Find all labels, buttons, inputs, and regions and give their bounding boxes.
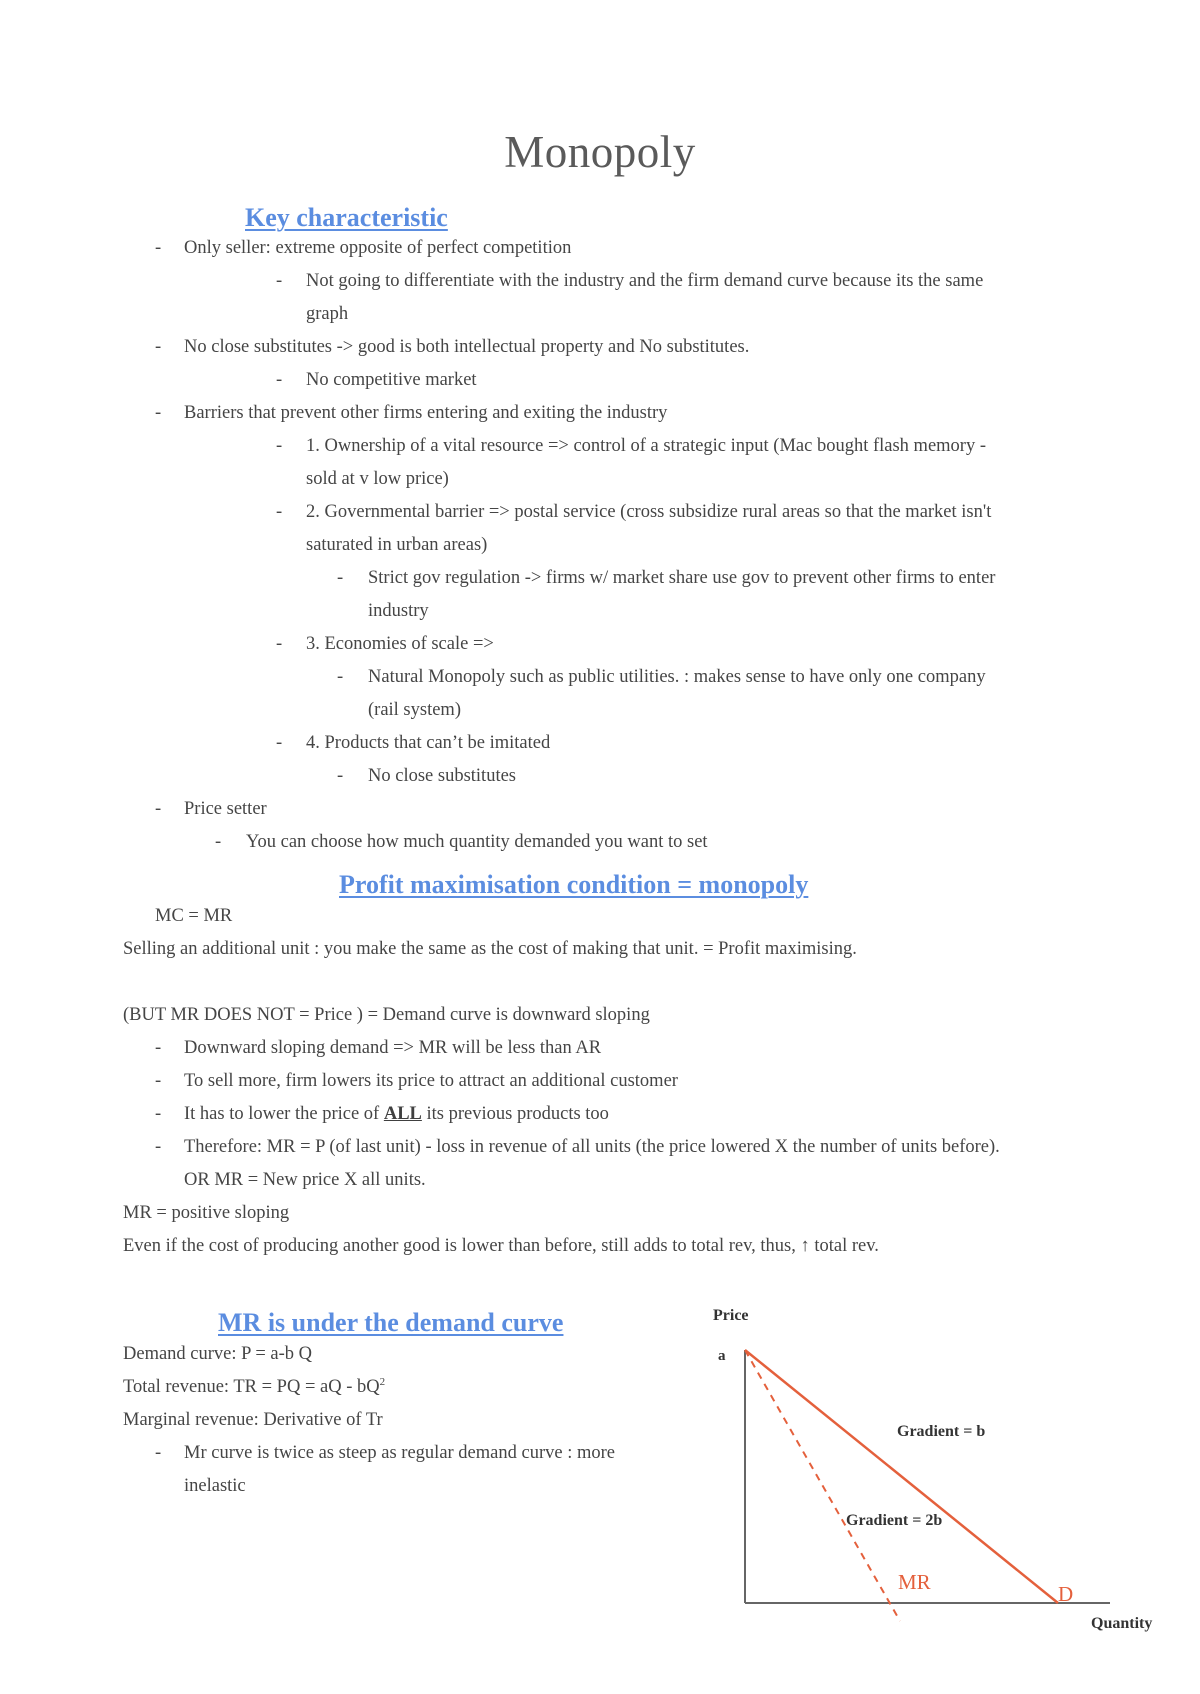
mr-curve [745, 1350, 900, 1621]
list-item: industry [368, 601, 429, 621]
bullet-dash: - [155, 1137, 162, 1157]
mr-label: MR [898, 1570, 931, 1594]
bullet-dash: - [155, 1038, 162, 1058]
list-item: Not going to differentiate with the industry and the firm demand curve because its the same [306, 271, 984, 291]
demand-label: D [1058, 1582, 1074, 1606]
text-segment: It has to lower the price of [184, 1104, 384, 1124]
list-item: 4. Products that can’t be imitated [306, 733, 551, 753]
bullet-dash: - [337, 667, 344, 687]
bullet-dash: - [155, 1104, 162, 1124]
list-item: 3. Economies of scale => [306, 634, 494, 654]
mr-gradient-label: Gradient = 2b [846, 1512, 943, 1529]
list-item: No close substitutes -> good is both intellectual property and No substitutes. [184, 337, 750, 357]
x-axis-label: Quantity [1091, 1615, 1153, 1632]
intercept-label: a [718, 1348, 726, 1364]
list-item: Downward sloping demand => MR will be less than AR [184, 1038, 602, 1058]
text-line: (BUT MR DOES NOT = Price ) = Demand curve is downward sloping [123, 1005, 650, 1025]
bullet-dash: - [337, 766, 344, 786]
list-item: To sell more, firm lowers its price to attract an additional customer [184, 1071, 678, 1091]
demand-curve [745, 1350, 1058, 1603]
list-item: No competitive market [306, 370, 477, 390]
text-line: Marginal revenue: Derivative of Tr [123, 1410, 383, 1430]
mr-under-demand-heading: MR is under the demand curve [218, 1308, 564, 1337]
list-item: Only seller: extreme opposite of perfect competition [184, 238, 572, 258]
key-characteristic-heading: Key characteristic [245, 203, 448, 232]
bullet-dash: - [276, 634, 283, 654]
list-item: Therefore: MR = P (of last unit) - loss in revenue of all units (the price lowered X the number of units before). [184, 1137, 1000, 1157]
demand-gradient-label: Gradient = b [897, 1423, 986, 1440]
list-item: graph [306, 304, 349, 324]
bullet-dash: - [155, 1071, 162, 1091]
text-segment: Total revenue: TR = PQ = aQ - bQ [123, 1377, 380, 1397]
list-item: You can choose how much quantity demanded you want to set [246, 832, 708, 852]
text-line: MC = MR [155, 906, 233, 926]
bullet-dash: - [276, 271, 283, 291]
list-item [184, 1098, 609, 1131]
list-item: sold at v low price) [306, 469, 449, 489]
bullet-dash: - [276, 733, 283, 753]
bullet-dash: - [155, 337, 162, 357]
emphasis-all: ALL [383, 1104, 422, 1124]
bullet-dash: - [155, 403, 162, 423]
bullet-dash: - [276, 436, 283, 456]
list-item: 2. Governmental barrier => postal service (cross subsidize rural areas so that the market isn't [306, 502, 992, 522]
list-item: 1. Ownership of a vital resource => control of a strategic input (Mac bought flash memory - [306, 436, 986, 456]
bullet-dash: - [215, 832, 222, 852]
text-line [123, 1371, 385, 1404]
monopoly-demand-mr-graph [700, 1298, 1180, 1638]
text-line: Selling an additional unit : you make the same as the cost of making that unit. = Profit maximising. [123, 939, 857, 959]
text-line: Demand curve: P = a-b Q [123, 1344, 313, 1364]
profit-maximisation-heading: Profit maximisation condition = monopoly [339, 870, 809, 899]
bullet-dash: - [276, 370, 283, 390]
list-item: No close substitutes [368, 766, 516, 786]
list-item: OR MR = New price X all units. [184, 1170, 426, 1190]
bullet-dash: - [276, 502, 283, 522]
list-item: saturated in urban areas) [306, 535, 488, 555]
list-item: Strict gov regulation -> firms w/ market share use gov to prevent other firms to enter [368, 568, 996, 588]
list-item: Barriers that prevent other firms entering and exiting the industry [184, 403, 668, 423]
text-line: MR = positive sloping [123, 1203, 290, 1223]
bullet-dash: - [337, 568, 344, 588]
list-item: Mr curve is twice as steep as regular demand curve : more [184, 1443, 615, 1463]
y-axis-label: Price [713, 1307, 749, 1324]
page-title: Monopoly [504, 127, 696, 177]
bullet-dash: - [155, 238, 162, 258]
superscript: 2 [379, 1375, 386, 1388]
text-line: Even if the cost of producing another good is lower than before, still adds to total rev, thus, ↑ total rev. [123, 1236, 879, 1256]
list-item: Price setter [184, 799, 267, 819]
bullet-dash: - [155, 799, 162, 819]
list-item: inelastic [184, 1476, 246, 1496]
bullet-dash: - [155, 1443, 162, 1463]
list-item: (rail system) [368, 700, 461, 720]
text-segment: its previous products too [421, 1104, 609, 1124]
list-item: Natural Monopoly such as public utilities. : makes sense to have only one company [368, 667, 986, 687]
